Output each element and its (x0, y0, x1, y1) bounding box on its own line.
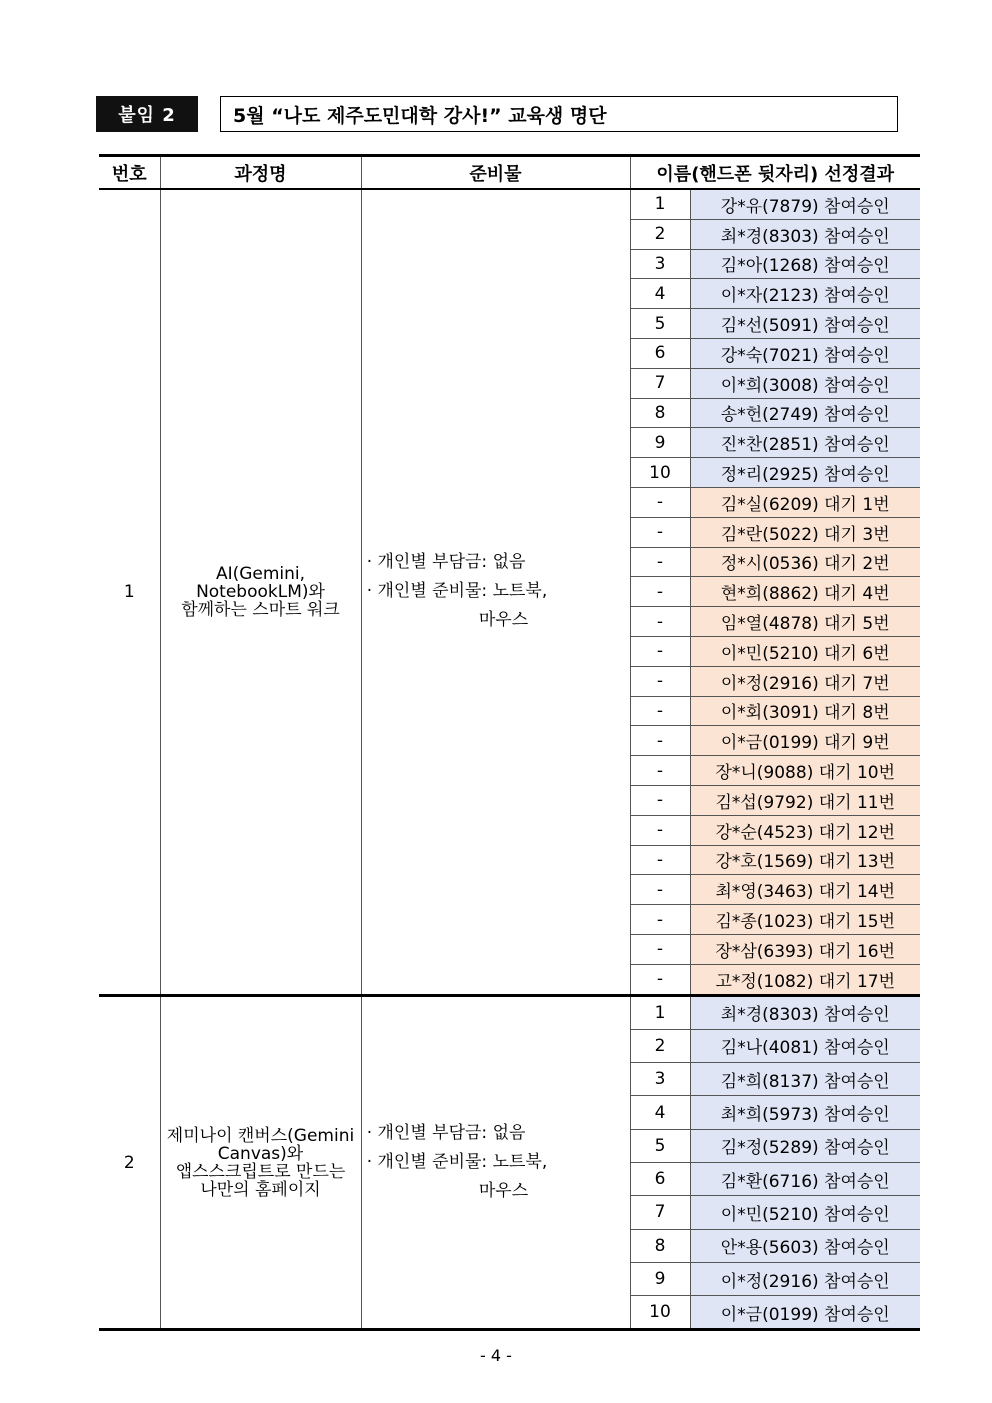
preparation-item (362, 577, 630, 606)
trainee-waiting: 현*희(8862) 대기 4번 (690, 577, 920, 607)
trainee-approved: 최*희(5973) 참여승인 (690, 1096, 920, 1129)
trainee-index: 3 (630, 1063, 690, 1096)
preparation-text: 개인별 준비물: 노트북, (377, 581, 548, 602)
course-name-line: NotebookLM)와 (196, 581, 325, 602)
trainee-waiting: 김*종(1023) 대기 15번 (690, 905, 920, 935)
trainee-index: - (630, 815, 690, 845)
bullet-icon: · (366, 581, 373, 602)
trainee-index: - (630, 875, 690, 905)
course-name-line: 함께하는 스마트 워크 (181, 599, 340, 620)
trainee-index: 4 (630, 279, 690, 309)
trainee-index: 4 (630, 1096, 690, 1129)
trainee-index: - (630, 726, 690, 756)
document-header (96, 96, 900, 132)
bullet-icon: · (366, 1152, 373, 1172)
trainee-approved: 이*민(5210) 참여승인 (690, 1196, 920, 1229)
trainee-index: 7 (630, 368, 690, 398)
course-name-line: 나만의 홈페이지 (200, 1179, 321, 1200)
trainee-index: - (630, 905, 690, 935)
preparation-text: 개인별 부담금: 없음 (377, 552, 526, 573)
preparation-text: 개인별 준비물: 노트북, (377, 1152, 548, 1172)
roster-body (99, 189, 920, 1330)
course-name (160, 189, 361, 995)
trainee-index: 8 (630, 1229, 690, 1262)
trainee-approved: 강*유(7879) 참여승인 (690, 189, 920, 219)
trainee-approved: 이*정(2916) 참여승인 (690, 1262, 920, 1295)
trainee-approved: 최*경(8303) 참여승인 (690, 219, 920, 249)
trainee-approved: 안*용(5603) 참여승인 (690, 1229, 920, 1262)
trainee-index: - (630, 666, 690, 696)
trainee-approved: 강*숙(7021) 참여승인 (690, 338, 920, 368)
trainee-waiting: 장*삼(6393) 대기 16번 (690, 934, 920, 964)
column-header-no: 번호 (99, 156, 160, 190)
course-name-line: 앱스스크립트로 만드는 (175, 1161, 346, 1182)
trainee-approved: 이*희(3008) 참여승인 (690, 368, 920, 398)
trainee-index: - (630, 934, 690, 964)
trainee-waiting: 김*섭(9792) 대기 11번 (690, 785, 920, 815)
trainee-index: 9 (630, 1262, 690, 1295)
trainee-approved: 최*경(8303) 참여승인 (690, 995, 920, 1029)
preparation-item (362, 1148, 630, 1177)
trainee-approved: 김*선(5091) 참여승인 (690, 309, 920, 339)
trainee-approved: 김*환(6716) 참여승인 (690, 1163, 920, 1196)
table-header-row (99, 156, 920, 190)
bullet-icon: · (366, 552, 373, 573)
trainee-index: 6 (630, 338, 690, 368)
preparation-text: 개인별 부담금: 없음 (377, 1123, 526, 1143)
trainee-roster-table (99, 154, 920, 1331)
attachment-label: 붙임 2 (96, 96, 198, 132)
course-name-line: Canvas)와 (217, 1143, 304, 1164)
trainee-index: - (630, 577, 690, 607)
trainee-approved: 이*금(0199) 참여승인 (690, 1296, 920, 1330)
bullet-icon: · (366, 1123, 373, 1143)
page-number: - 4 - (480, 1346, 512, 1365)
column-header-result: 이름(핸드폰 뒷자리) 선정결과 (630, 156, 920, 190)
trainee-index: 10 (630, 458, 690, 488)
trainee-index: - (630, 487, 690, 517)
trainee-waiting: 이*금(0199) 대기 9번 (690, 726, 920, 756)
trainee-index: 10 (630, 1296, 690, 1330)
trainee-approved: 김*아(1268) 참여승인 (690, 249, 920, 279)
trainee-waiting: 이*회(3091) 대기 8번 (690, 696, 920, 726)
trainee-index: 7 (630, 1196, 690, 1229)
trainee-index: - (630, 517, 690, 547)
trainee-approved: 진*찬(2851) 참여승인 (690, 428, 920, 458)
preparation-continuation: 마우스 (478, 610, 529, 631)
trainee-waiting: 최*영(3463) 대기 14번 (690, 875, 920, 905)
preparation-item (362, 1119, 630, 1148)
course-name (160, 995, 361, 1330)
trainee-index: 8 (630, 398, 690, 428)
trainee-index: - (630, 696, 690, 726)
trainee-index: - (630, 636, 690, 666)
trainee-waiting: 강*호(1569) 대기 13번 (690, 845, 920, 875)
course-name-line: 제미나이 캔버스(Gemini (166, 1125, 355, 1146)
preparation-list (361, 995, 630, 1330)
trainee-index: 6 (630, 1163, 690, 1196)
trainee-index: 1 (630, 995, 690, 1029)
course-name-line: AI(Gemini, (215, 563, 306, 584)
trainee-approved: 송*헌(2749) 참여승인 (690, 398, 920, 428)
trainee-index: - (630, 785, 690, 815)
trainee-index: 2 (630, 1029, 690, 1062)
trainee-approved: 정*리(2925) 참여승인 (690, 458, 920, 488)
trainee-waiting: 고*정(1082) 대기 17번 (690, 964, 920, 995)
trainee-approved: 이*자(2123) 참여승인 (690, 279, 920, 309)
trainee-waiting: 강*순(4523) 대기 12번 (690, 815, 920, 845)
trainee-index: 3 (630, 249, 690, 279)
table-row (99, 189, 920, 219)
preparation-item (362, 548, 630, 577)
trainee-index: 5 (630, 309, 690, 339)
trainee-index: 1 (630, 189, 690, 219)
trainee-index: - (630, 845, 690, 875)
trainee-approved: 김*정(5289) 참여승인 (690, 1129, 920, 1162)
trainee-waiting: 김*실(6209) 대기 1번 (690, 487, 920, 517)
table-row (99, 995, 920, 1029)
trainee-index: 2 (630, 219, 690, 249)
course-number: 1 (99, 189, 160, 995)
document-title: 5월 “나도 제주도민대학 강사!” 교육생 명단 (220, 96, 898, 132)
preparation-list (361, 189, 630, 995)
trainee-index: 9 (630, 428, 690, 458)
column-header-prep: 준비물 (361, 156, 630, 190)
trainee-approved: 김*희(8137) 참여승인 (690, 1063, 920, 1096)
trainee-index: - (630, 756, 690, 786)
trainee-waiting: 이*민(5210) 대기 6번 (690, 636, 920, 666)
trainee-waiting: 정*시(0536) 대기 2번 (690, 547, 920, 577)
trainee-index: - (630, 607, 690, 637)
trainee-waiting: 이*정(2916) 대기 7번 (690, 666, 920, 696)
column-header-course: 과정명 (160, 156, 361, 190)
preparation-continuation: 마우스 (478, 1181, 529, 1201)
trainee-waiting: 임*열(4878) 대기 5번 (690, 607, 920, 637)
course-number: 2 (99, 995, 160, 1330)
trainee-waiting: 김*란(5022) 대기 3번 (690, 517, 920, 547)
trainee-waiting: 장*니(9088) 대기 10번 (690, 756, 920, 786)
trainee-index: - (630, 547, 690, 577)
trainee-approved: 김*나(4081) 참여승인 (690, 1029, 920, 1062)
trainee-index: 5 (630, 1129, 690, 1162)
trainee-index: - (630, 964, 690, 995)
